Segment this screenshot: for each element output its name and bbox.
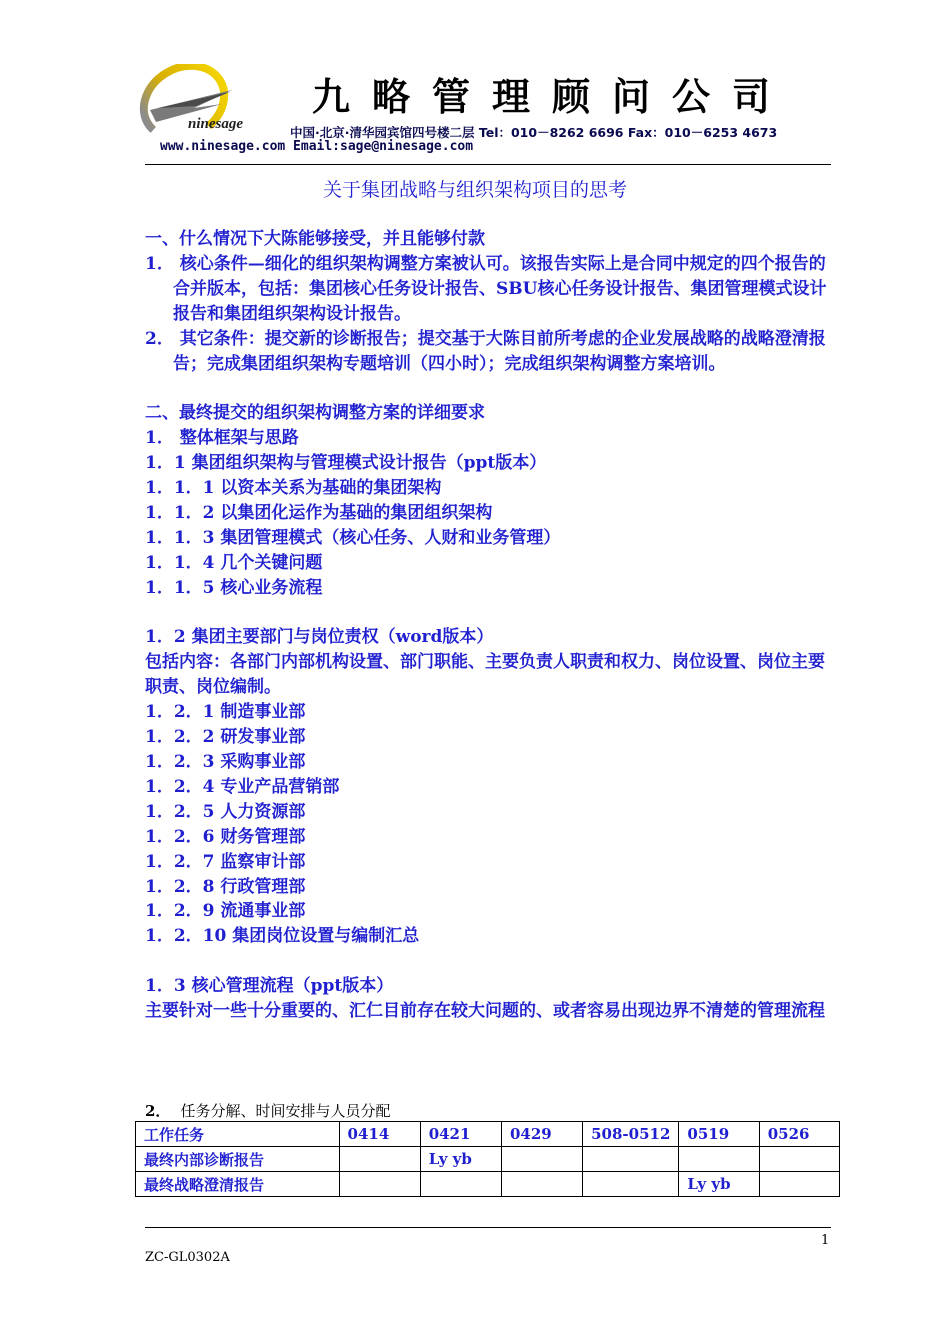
company-name: 九略管理顾问公司 (312, 74, 793, 119)
table-header-row (136, 1122, 840, 1147)
list-item: 1．2．1 制造事业部 (145, 702, 306, 723)
table-cell (583, 1172, 679, 1197)
logo-wordmark: ninesage (188, 116, 244, 132)
table-header-cell: 0414 (339, 1122, 420, 1147)
header-divider (145, 164, 831, 165)
paragraph: 包括内容：各部门内部机构设置、部门职能、主要负责人职责和权力、岗位设置、岗位主要职责、岗位编制。 (145, 652, 825, 698)
table-cell: 最终内部诊断报告 (136, 1147, 340, 1172)
list-item: 1．1．2 以集团化运作为基础的集团组织架构 (145, 502, 493, 523)
table-cell (583, 1147, 679, 1172)
list-item: 1．2．8 行政管理部 (145, 876, 306, 897)
table-title (145, 1100, 390, 1121)
table-title-text: 任务分解、时间安排与人员分配 (180, 1102, 391, 1120)
list-item: 1．1 集团组织架构与管理模式设计报告（ppt版本） (145, 453, 547, 474)
list-item: 1．2．3 采购事业部 (145, 752, 306, 772)
table-header-cell: 0526 (759, 1122, 839, 1147)
numbered-paragraph: 1． 核心条件—细化的组织架构调整方案被认可。该报告实际上是合同中规定的四个报告的合并版本，包括：集团核心任务设计报告、SBU核心任务设计报告、集团管理模式设计报告和集团组织架构设计报告。 (145, 253, 827, 324)
footer-divider (145, 1227, 831, 1228)
list-item: 1．2．5 人力资源部 (145, 801, 306, 822)
list-item: 1．2．9 流通事业部 (145, 901, 306, 922)
section-heading: 二、最终提交的组织架构调整方案的详细要求 (145, 403, 485, 424)
list-item: 1．1．3 集团管理模式（核心任务、人财和业务管理） (145, 527, 561, 548)
company-web-email: www.ninesage.com Email:sage@ninesage.com (160, 139, 474, 154)
list-item: 1．2．6 财务管理部 (145, 826, 306, 847)
list-item: 1．1．4 几个关键问题 (145, 552, 323, 573)
table-cell (339, 1147, 420, 1172)
table-row (136, 1147, 840, 1172)
list-item: 1．1．5 核心业务流程 (145, 577, 323, 598)
table-cell (501, 1147, 582, 1172)
table-cell (759, 1172, 839, 1197)
table-cell: 最终战略澄清报告 (136, 1172, 340, 1197)
list-item: 1． 整体框架与思路 (145, 428, 299, 449)
table-cell (339, 1172, 420, 1197)
page-number: 1 (821, 1233, 830, 1248)
table-cell: Ly yb (679, 1172, 759, 1197)
list-item: 1．2．4 专业产品营销部 (145, 776, 340, 797)
table-header-cell: 0429 (501, 1122, 582, 1147)
list-item: 1．2 集团主要部门与岗位责权（word版本） (145, 627, 494, 648)
task-table (135, 1121, 840, 1197)
list-item: 1．2．2 研发事业部 (145, 727, 306, 748)
table-header-cell: 0519 (679, 1122, 759, 1147)
table-header-cell: 508-0512 (583, 1122, 679, 1147)
table-cell (420, 1172, 501, 1197)
list-item: 1．2．10 集团岗位设置与编制汇总 (145, 926, 420, 947)
table-cell (501, 1172, 582, 1197)
document-body (145, 227, 835, 1024)
section-heading: 一、什么情况下大陈能够接受，并且能够付款 (145, 229, 485, 249)
list-item: 1．3 核心管理流程（ppt版本） (145, 976, 394, 997)
table-cell: Ly yb (420, 1147, 501, 1172)
table-title-number: 2． (145, 1102, 171, 1120)
table-header-cell: 工作任务 (136, 1122, 340, 1147)
table-cell (679, 1147, 759, 1172)
ninesage-logo (136, 64, 264, 144)
numbered-paragraph: 2． 其它条件：提交新的诊断报告；提交基于大陈目前所考虑的企业发展战略的战略澄清报告；完成集团组织架构专题培训（四小时）；完成组织架构调整方案培训。 (145, 328, 826, 374)
list-item: 1．1．1 以资本关系为基础的集团架构 (145, 478, 442, 499)
table-cell (759, 1147, 839, 1172)
list-item: 1．2．7 监察审计部 (145, 851, 306, 872)
document-title: 关于集团战略与组织架构项目的思考 (322, 179, 627, 201)
paragraph: 主要针对一些十分重要的、汇仁目前存在较大问题的、或者容易出现边界不清楚的管理流程 (145, 1001, 825, 1022)
document-code: ZC-GL0302A (145, 1250, 230, 1265)
table-header-cell: 0421 (420, 1122, 501, 1147)
company-address: 中国·北京·清华园宾馆四号楼二层 Tel：010－8262 6696 Fax：010－6253 4673 (290, 125, 778, 140)
table-row (136, 1172, 840, 1197)
